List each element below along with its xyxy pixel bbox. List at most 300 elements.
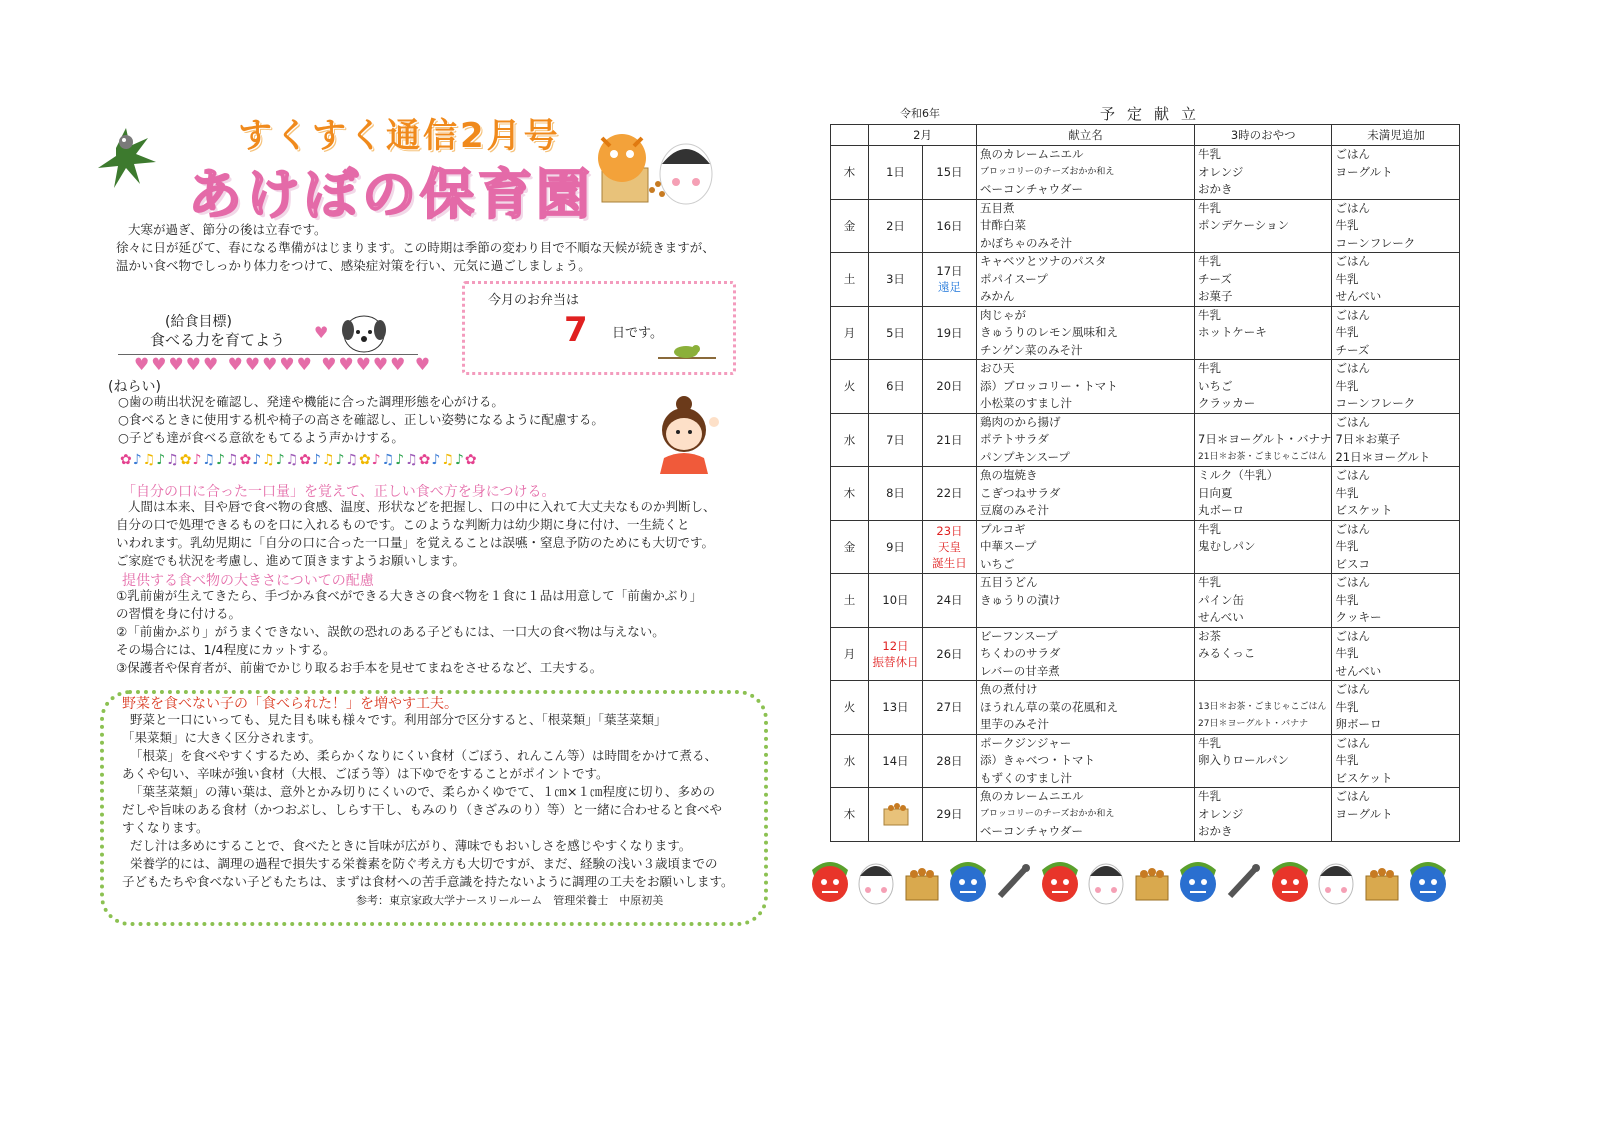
section2-line: その場合には、1/4程度にカットする。: [116, 642, 336, 657]
snack-line: [1198, 414, 1331, 432]
setsubun-illustration: [588, 124, 718, 214]
snack-line: [1198, 342, 1331, 360]
date-1: 12日: [882, 638, 909, 653]
extra-line: ごはん: [1335, 735, 1370, 750]
date-cell: [869, 467, 923, 521]
menu-row: [831, 574, 1460, 628]
extra-line: ごはん: [1335, 521, 1370, 536]
section1-line: いわれます。乳幼児期に「自分の口に合った一口量」を覚えることは誤嚥・窒息予防のためにも大切です。: [116, 535, 715, 550]
extra-cell: [1332, 467, 1460, 521]
aim-item: ○歯の萌出状況を確認し、発達や機能に合った調理形態を心がける。: [118, 394, 504, 409]
extra-line: ごはん: [1335, 200, 1370, 215]
extra-line: ごはん: [1335, 361, 1370, 375]
extra-line: 牛乳: [1335, 218, 1359, 232]
bento-suffix: 日です。: [612, 326, 663, 341]
snack-cell: [1195, 627, 1332, 681]
dishes-cell: [977, 146, 1195, 200]
beans-box-icon: [906, 868, 938, 900]
dishes-line: 肉じゃが: [980, 307, 1026, 322]
otafuku-icon: [859, 864, 893, 904]
dishes-line: きゅうりのレモン風味和え: [980, 325, 1118, 339]
date-cell: [923, 306, 977, 360]
dog-icon: [312, 308, 392, 358]
date-2: 29日: [936, 807, 963, 822]
extra-line: ビスケット: [1335, 503, 1393, 517]
date-cell: [869, 520, 923, 574]
svg-text:♥: ♥: [314, 323, 329, 342]
menu-row: [831, 734, 1460, 788]
extra-cell: [1332, 788, 1460, 842]
snack-line: 卵入りロールパン: [1198, 753, 1289, 767]
snack-cell: [1195, 467, 1332, 521]
dishes-line: 中華スープ: [980, 539, 1037, 553]
section2-line: の習慣を身に付ける。: [116, 606, 242, 621]
weekday: 土: [843, 272, 856, 287]
extra-line: チーズ: [1335, 342, 1370, 357]
snack-line: [1198, 681, 1331, 699]
holiday-note: 振替休日: [872, 654, 919, 669]
dishes-line: 小松菜のすまし汁: [980, 396, 1072, 410]
extra-line: ヨーグルト: [1335, 164, 1393, 179]
dishes-line: 五目煮: [980, 200, 1015, 215]
club-icon: [1000, 864, 1030, 896]
weekday-cell: [831, 199, 869, 253]
snack-cell: [1195, 360, 1332, 414]
dishes-cell: [977, 467, 1195, 521]
extra-line: 卵ボーロ: [1335, 717, 1382, 731]
dishes-line: 豆腐のみそ汁: [980, 503, 1049, 517]
dishes-line: ブロッコリーのチーズおかか和え: [980, 166, 1115, 177]
weekday-cell: [831, 627, 869, 681]
snack-line: オレンジ: [1198, 806, 1244, 821]
menu-row: [831, 306, 1460, 360]
weekday-cell: [831, 467, 869, 521]
dishes-line: 魚の煮付け: [980, 682, 1038, 696]
menu-row: [831, 413, 1460, 467]
date-cell: [869, 360, 923, 414]
intro-line: 大寒が過ぎ、節分の後は立春です。: [128, 222, 327, 237]
date-2: 21日: [936, 432, 963, 447]
snack-line: お菓子: [1198, 289, 1233, 303]
extra-cell: [1332, 681, 1460, 735]
snack-line: お茶: [1198, 628, 1221, 643]
section1-line: 人間は本来、目や唇で食べ物の食感、温度、形状などを把握し、口の中に入れて大丈夫なものか判断し、: [128, 499, 716, 514]
extra-line: クッキー: [1335, 610, 1382, 624]
dishes-line: 里芋のみそ汁: [980, 717, 1049, 731]
red-oni-icon: [1272, 862, 1308, 902]
section2-title: 提供する食べ物の大きさについての配慮: [122, 573, 374, 589]
date-2: 23日: [936, 523, 963, 538]
snack-line: オレンジ: [1198, 164, 1244, 179]
date-1: 5日: [886, 325, 905, 340]
extra-cell: [1332, 199, 1460, 253]
extra-line: せんべい: [1335, 663, 1382, 678]
extra-line: ヨーグルト: [1335, 806, 1393, 821]
date-2: 20日: [936, 379, 963, 394]
snack-line: 牛乳: [1198, 521, 1221, 536]
menu-row: [831, 788, 1460, 842]
extra-line: ごはん: [1335, 628, 1370, 643]
extra-line: せんべい: [1335, 289, 1382, 303]
snack-line: パイン缶: [1198, 592, 1244, 607]
weekday: 月: [843, 646, 856, 661]
dishes-line: いちご: [980, 556, 1015, 571]
weekday-cell: [831, 788, 869, 842]
snack-cell: [1195, 788, 1332, 842]
snack-cell: [1195, 146, 1332, 200]
date-1: 2日: [886, 218, 905, 233]
aims-list: [118, 393, 604, 447]
section2-body: [116, 587, 702, 677]
snack-line: 21日＊お茶・ごまじゃこごはん: [1198, 451, 1327, 462]
weekday-cell: [831, 253, 869, 307]
vegetable-line: だしや旨味のある食材（かつおぶし、しらす干し、もみのり（きざみのり）等）と一緒に合わせると食べや: [122, 802, 723, 817]
snack-line: ポンデケーション: [1198, 218, 1290, 232]
beans-box-icon: [881, 799, 911, 827]
extra-cell: [1332, 627, 1460, 681]
extra-line: 牛乳: [1335, 592, 1359, 607]
vegetable-line: だし汁は多めにすることで、食べたときに旨味が広がり、薄味でもおいしさを感じやすくなります。: [130, 838, 692, 853]
dishes-cell: [977, 306, 1195, 360]
dishes-line: 添）ブロッコリー・トマト: [980, 378, 1118, 393]
intro-line: 徐々に日が延びて、春になる準備がはじまります。この時期は季節の変わり目で不順な天候が続きますが、: [116, 240, 715, 255]
vegetable-line: 「根菜」を食べやすくするため、柔らかくなりにくい食材（ごぼう、れんこん等）は時間をかけて煮る、: [130, 748, 718, 763]
bento-count: 7: [564, 310, 588, 350]
dishes-cell: [977, 788, 1195, 842]
header-snack: 3時のおやつ: [1195, 125, 1332, 146]
dishes-line: ちくわのサラダ: [980, 646, 1061, 660]
girl-icon: [648, 392, 728, 474]
section2-line: ③保護者や保育者が、前歯でかじり取るお手本を見せてまねをさせるなど、工夫する。: [116, 660, 603, 675]
weekday: 火: [843, 700, 856, 715]
goal-heading: (給食目標): [165, 314, 232, 330]
section1-line: 自分の口で処理できるものを口に入れるものです。このような判断力は幼少期に身に付け、一生続くと: [116, 517, 690, 532]
dishes-cell: [977, 360, 1195, 414]
extra-line: ごはん: [1335, 575, 1370, 589]
dishes-line: 添）きゃべつ・トマト: [980, 753, 1095, 767]
menu-row: [831, 627, 1460, 681]
dishes-line: プルコギ: [980, 521, 1026, 536]
date-cell: [923, 734, 977, 788]
date-2: 27日: [936, 700, 963, 715]
vegetable-line: すくなります。: [122, 820, 209, 835]
aim-heading: (ねらい): [108, 379, 161, 395]
vegetable-line: あくや匂い、辛味が強い食材（大根、ごぼう等）は下ゆでをすることがポイントです。: [122, 766, 609, 781]
weekday: 金: [843, 218, 856, 233]
snack-line: いちご: [1198, 378, 1233, 393]
otafuku-icon: [1089, 864, 1123, 904]
extra-cell: [1332, 413, 1460, 467]
dishes-line: 魚の塩焼き: [980, 468, 1038, 482]
otafuku-icon: [1319, 864, 1353, 904]
dishes-cell: [977, 199, 1195, 253]
dishes-line: [980, 609, 1194, 627]
menu-row: [831, 199, 1460, 253]
date-cell: [869, 734, 923, 788]
dishes-line: ベーコンチャウダー: [980, 182, 1084, 196]
date-2: 28日: [936, 753, 963, 768]
dishes-line: ベーコンチャウダー: [980, 824, 1084, 838]
dishes-line: こぎつねサラダ: [980, 485, 1061, 500]
setsubun-decoration: [806, 856, 1456, 906]
aim-item: ○食べるときに使用する机や椅子の高さを確認し、正しい姿勢になるように配慮する。: [118, 412, 604, 427]
intro-text: [116, 221, 736, 275]
dishes-cell: [977, 253, 1195, 307]
date-cell: [923, 199, 977, 253]
date-cell: [923, 520, 977, 574]
vegetable-line: 栄養学的には、調理の過程で損失する栄養素を防ぐ考え方も大切ですが、まだ、経験の浅い３歳頃までの: [130, 856, 718, 871]
date-1: 7日: [886, 432, 905, 447]
extra-line: 牛乳: [1335, 753, 1359, 767]
extra-line: ごはん: [1335, 414, 1370, 429]
extra-line: [1335, 181, 1459, 199]
dishes-cell: [977, 681, 1195, 735]
date-1: 14日: [882, 753, 909, 768]
dishes-line: 魚のカレームニエル: [980, 789, 1084, 803]
extra-line: 牛乳: [1335, 485, 1359, 500]
reference-note: 参考：東京家政大学ナースリールーム 管理栄養士 中原初美: [356, 894, 664, 907]
weekday-cell: [831, 146, 869, 200]
menu-row: [831, 253, 1460, 307]
extra-cell: [1332, 734, 1460, 788]
weekday: 木: [843, 807, 856, 822]
date-cell: [869, 413, 923, 467]
weekday: 水: [843, 432, 856, 447]
extra-cell: [1332, 574, 1460, 628]
date-cell: [869, 681, 923, 735]
snack-line: 牛乳: [1198, 735, 1221, 750]
extra-line: 牛乳: [1335, 378, 1359, 393]
beans-box-icon: [1366, 868, 1398, 900]
section2-line: ②「前歯かぶり」がうまくできない、誤飲の恐れのある子どもには、一口大の食べ物は与えない。: [116, 624, 665, 639]
extra-line: 牛乳: [1335, 539, 1359, 553]
club-icon: [1230, 864, 1260, 896]
dishes-line: ポークジンジャー: [980, 735, 1072, 750]
extra-line: ごはん: [1335, 307, 1370, 322]
holiday-note: 誕生日: [932, 555, 967, 570]
date-cell: [923, 788, 977, 842]
date-1: 8日: [886, 486, 905, 501]
vegetable-line: 「葉茎菜類」の薄い葉は、意外とかみ切りにくいので、柔らかくゆでて、１㎝×１㎝程度に切り、多めの: [130, 784, 715, 799]
snack-line: ホットケーキ: [1198, 325, 1267, 339]
snack-line: ミルク（牛乳）: [1198, 468, 1279, 482]
dishes-line: キャベツとツナのパスタ: [980, 254, 1107, 268]
date-cell: [923, 146, 977, 200]
vegetable-line: 子どもたちや食べない子どもたちは、まずは食材への苦手意識を持たないように調理の工夫をお願いします。: [122, 874, 734, 889]
extra-line: ごはん: [1335, 682, 1370, 696]
snack-line: [1198, 770, 1331, 788]
extra-line: 21日＊ヨーグルト: [1335, 449, 1431, 464]
snack-line: [1198, 556, 1331, 574]
extra-cell: [1332, 360, 1460, 414]
weekday: 土: [843, 593, 856, 608]
snack-line: [1198, 663, 1331, 681]
dishes-line: チンゲン菜のみそ汁: [980, 342, 1083, 357]
intro-line: 温かい食べ物でしっかり体力をつけて、感染症対策を行い、元気に過ごしましょう。: [116, 258, 591, 273]
menu-row: [831, 467, 1460, 521]
date-2: 16日: [936, 218, 963, 233]
menu-title: 予定献立: [1100, 105, 1209, 123]
section1-line: ご家庭でも状況を考慮し、進めて頂きますようお願いします。: [116, 553, 466, 568]
date-2: 15日: [936, 165, 963, 180]
date-1: 9日: [886, 539, 905, 554]
snack-line: 牛乳: [1198, 200, 1221, 215]
extra-cell: [1332, 306, 1460, 360]
date-cell: [869, 306, 923, 360]
date-2: 26日: [936, 646, 963, 661]
weekday: 金: [843, 539, 856, 554]
date-cell: [869, 146, 923, 200]
hearts-decoration: ♥♥♥♥♥ ♥♥♥♥♥ ♥♥♥♥♥ ♥: [134, 355, 433, 375]
blue-oni-icon: [950, 862, 986, 902]
date-1: 6日: [886, 379, 905, 394]
snack-cell: [1195, 413, 1332, 467]
weekday-cell: [831, 360, 869, 414]
header-extra: 未満児追加: [1332, 125, 1460, 146]
dishes-cell: [977, 413, 1195, 467]
extra-line: 牛乳: [1335, 699, 1359, 714]
bento-label: 今月のお弁当は: [488, 293, 580, 308]
section2-line: ①乳前歯が生えてきたら、手づかみ食べができる大きさの食べ物を１食に１品は用意して「前歯かぶり」: [116, 588, 703, 603]
red-oni-icon: [1042, 862, 1078, 902]
date-cell: [923, 681, 977, 735]
date-1: 13日: [882, 700, 909, 715]
snack-line: みるくっこ: [1198, 646, 1256, 660]
dishes-line: ほうれん草の菜の花風和え: [980, 699, 1118, 714]
date-cell: [869, 627, 923, 681]
snack-line: チーズ: [1198, 271, 1232, 286]
date-1: 3日: [886, 272, 905, 287]
era-label: 令和6年: [900, 107, 940, 120]
date-1: 1日: [886, 165, 905, 180]
event-note: 遠足: [938, 280, 961, 295]
weekday: 木: [843, 165, 856, 180]
date-cell: [923, 253, 977, 307]
dishes-cell: [977, 627, 1195, 681]
weekday-cell: [831, 574, 869, 628]
blue-oni-icon: [1180, 862, 1216, 902]
menu-row: [831, 360, 1460, 414]
snack-line: 7日＊ヨーグルト・バナナ: [1198, 432, 1332, 446]
dishes-line: おひ天: [980, 361, 1015, 375]
snack-line: 牛乳: [1198, 789, 1221, 803]
date-cell: [923, 413, 977, 467]
snack-line: 日向夏: [1198, 485, 1233, 500]
date-2: 17日: [936, 264, 963, 279]
extra-line: ごはん: [1335, 254, 1370, 268]
header-dishes: 献立名: [977, 125, 1195, 146]
dishes-cell: [977, 734, 1195, 788]
menu-table: [830, 124, 1460, 842]
red-oni-icon: [812, 862, 848, 902]
weekday: 木: [843, 486, 856, 501]
extra-line: ごはん: [1335, 789, 1370, 803]
snack-line: 牛乳: [1198, 575, 1221, 589]
dishes-line: レバーの甘辛煮: [980, 663, 1060, 678]
extra-cell: [1332, 520, 1460, 574]
extra-line: ごはん: [1335, 468, 1370, 482]
weekday: 火: [843, 379, 856, 394]
snack-cell: [1195, 306, 1332, 360]
extra-line: 7日＊お菓子: [1335, 432, 1401, 446]
holiday-note: 天皇: [938, 539, 961, 554]
extra-line: ごはん: [1335, 147, 1370, 161]
date-cell: [869, 574, 923, 628]
extra-line: コーンフレーク: [1335, 396, 1416, 410]
extra-line: [1335, 823, 1459, 841]
date-cell: [923, 360, 977, 414]
newsletter-title-top: すくすく通信2月号: [238, 116, 561, 156]
section1-body: [116, 498, 716, 570]
date-2: 24日: [936, 593, 963, 608]
dishes-line: ビーフンスープ: [980, 628, 1058, 643]
extra-line: 牛乳: [1335, 271, 1359, 286]
vegetable-body: [122, 711, 734, 891]
music-notes-decoration: ✿♪♫♪♫✿♪♫♪♫✿♪♫♪♫✿♪♫♪♫✿♪♫♪♫✿♪♫♪✿: [120, 452, 478, 468]
weekday-cell: [831, 520, 869, 574]
vegetable-line: 「果菜類」に大きく区分されます。: [122, 730, 322, 745]
vegetable-title: 野菜を食べない子の「食べられた！」を増やす工夫。: [122, 696, 458, 712]
date-2: 19日: [936, 325, 963, 340]
dishes-cell: [977, 574, 1195, 628]
snack-cell: [1195, 253, 1332, 307]
date-cell: [869, 253, 923, 307]
dishes-line: パンプキンスープ: [980, 449, 1070, 464]
snack-cell: [1195, 199, 1332, 253]
snack-line: せんべい: [1198, 610, 1244, 624]
menu-header-row: [831, 125, 1460, 146]
blue-oni-icon: [1410, 862, 1446, 902]
weekday: 月: [843, 325, 856, 340]
bird-icon: [658, 340, 718, 364]
date-1: 10日: [882, 593, 909, 608]
snack-line: クラッカー: [1198, 396, 1256, 410]
header-blank: [831, 125, 869, 146]
date-cell: [869, 788, 923, 842]
dishes-line: ブロッコリーのチーズおかか和え: [980, 808, 1115, 819]
extra-line: 牛乳: [1335, 646, 1359, 660]
extra-cell: [1332, 253, 1460, 307]
weekday-cell: [831, 306, 869, 360]
extra-line: ビスケット: [1335, 770, 1393, 785]
aim-item: ○子ども達が食べる意欲をもてるよう声かけする。: [118, 430, 404, 445]
snack-cell: [1195, 520, 1332, 574]
menu-row: [831, 681, 1460, 735]
dishes-line: 甘酢白菜: [980, 218, 1026, 232]
dishes-cell: [977, 520, 1195, 574]
dishes-line: ポパイスープ: [980, 271, 1048, 286]
dishes-line: ポテトサラダ: [980, 432, 1049, 446]
snack-cell: [1195, 574, 1332, 628]
snack-line: 牛乳: [1198, 147, 1221, 161]
date-cell: [923, 574, 977, 628]
dishes-line: 五目うどん: [980, 575, 1038, 589]
snack-line: 丸ボーロ: [1198, 503, 1244, 517]
goal-text: 食べる力を育てよう: [150, 331, 286, 349]
weekday: 水: [843, 753, 856, 768]
extra-line: ビスコ: [1335, 556, 1370, 571]
snack-cell: [1195, 681, 1332, 735]
snack-line: 13日＊お茶・ごまじゃこごはん: [1198, 701, 1327, 712]
date-cell: [923, 627, 977, 681]
beans-box-icon: [1136, 868, 1168, 900]
dishes-line: 鶏肉のから揚げ: [980, 414, 1061, 429]
header-month: 2月: [869, 125, 977, 146]
holly-icon: [96, 118, 166, 198]
dishes-line: 魚のカレームニエル: [980, 147, 1084, 161]
snack-line: 牛乳: [1198, 361, 1221, 375]
snack-line: 牛乳: [1198, 254, 1221, 268]
